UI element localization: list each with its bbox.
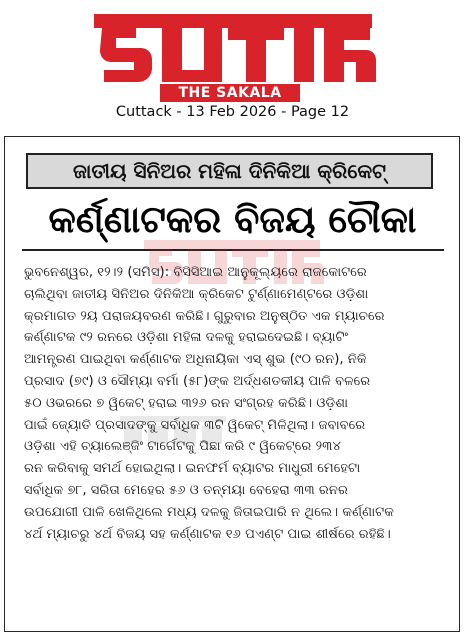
body-line: ଚାଲିଥିବା ଜାତୀୟ ସିନିଅର ଦିନିକିଆ କ୍ରିକେଟ ଟୁର୍ଣ୍ଣାମେଣ୍ଟରେ ଓଡ଼ିଶା [24,286,369,302]
body-line: ରନ କରିବାକୁ ସମର୍ଥ ହୋଇଥିଲା। ଇନଫର୍ମ ବ୍ୟାଟର ମାଧୁରୀ ମେହେଟା [24,461,361,477]
body-line: କର୍ଣ୍ଣାଟକ ୯୨ ରନରେ ଓଡ଼ିଶା ମହିଳା ଦଳକୁ ହରାଇଦେଇଛି। ବ୍ୟାଟିଂ [24,330,348,346]
body-line: ସର୍ବାଧିକ ୭୮, ସରିତା ମେହେର ୫୬ ଓ ତନ୍ମୟା ବେହେରା ୩୩ ରନର [24,482,349,498]
masthead-tagline: THE SAKALA [160,84,300,102]
article-kicker [26,153,433,189]
article-body [24,262,442,545]
article-headline: କର୍ଣ୍ଣାଟକର ବିଜୟ ଚୌକା [48,198,417,241]
body-line: ଉପଯୋଗୀ ପାଳି ଖେଳିଥିଲେ ମଧ୍ୟ ଦଳକୁ ଜିତାଇପାରି ନ ଥିଲେ। କର୍ଣ୍ଣାଟକ [24,504,394,520]
body-line: ୫୦ ଓଭରରେ ୭ ୱିକେଟ୍ ହରାଇ ୩୨୬ ରନ ସଂଗ୍ରହ କରିଛି। ଓଡ଼ିଶା [24,395,349,411]
body-line: ଓଡ଼ିଶା ଏହି ଚ୍ୟାଲେଞ୍ଜିଂ ଟାର୍ଗେଟକୁ ପିଛା କରି ୯ ୱିକେଟ୍‌ରେ ୨୩୪ [24,439,341,455]
body-line: ୪ର୍ଥ ମ୍ୟାଚରୁ ୪ର୍ଥ ବିଜୟ ସହ କର୍ଣ୍ଣାଟକ ୧୬ ପଏଣ୍ଟ ପାଇ ଶୀର୍ଷରେ ରହିଛି। [24,526,391,542]
body-line: ପାଇଁ ଜ୍ୟୋତି ପ୍ରସାଦଙ୍କୁ ସର୍ବାଧିକ ୩ଟି ୱିକେଟ୍ ମିଳିଥିଲା। ଜବାବରେ [24,417,366,433]
body-line: କ୍ରମାଗତ ୨ୟ ପରାଜୟବରଣ କରିଛି। ଗୁରୁବାର ଅନୁଷ୍ଠିତ ଏକ ମ୍ୟାଚରେ [24,308,385,324]
sakala-logo [88,4,378,86]
body-line: ଭୁବନେଶ୍ୱର, ୧୨।୨ (ସମିସ): ବିସିସିଆଇ ଆନୁକୂଲ୍ୟରେ ରାଜକୋଟରେ [24,265,367,280]
dateline: Cuttack - 13 Feb 2026 - Page 12 [115,104,350,120]
body-line: ପ୍ରସାଦ (୭୯) ଓ ସୌମ୍ୟା ବର୍ମା (୫୮)ଙ୍କ ଅର୍ଦ୍ଧଶତକୀୟ ପାଳି ବଳରେ [24,373,371,389]
body-line: ଆମନ୍ତ୍ରଣ ପାଇଥିବା କର୍ଣ୍ଣାଟକ ଅଧିନାୟିକା ଏସ୍ ଶୁଭ (୯୦ ରନ), ନିକି [24,352,367,368]
headline-rule [22,249,444,251]
masthead [0,0,465,130]
kicker-text: ଜାତୀୟ ସିନିଅର ମହିଳା ଦିନିକିଆ କ୍ରିକେଟ୍ [73,159,386,183]
